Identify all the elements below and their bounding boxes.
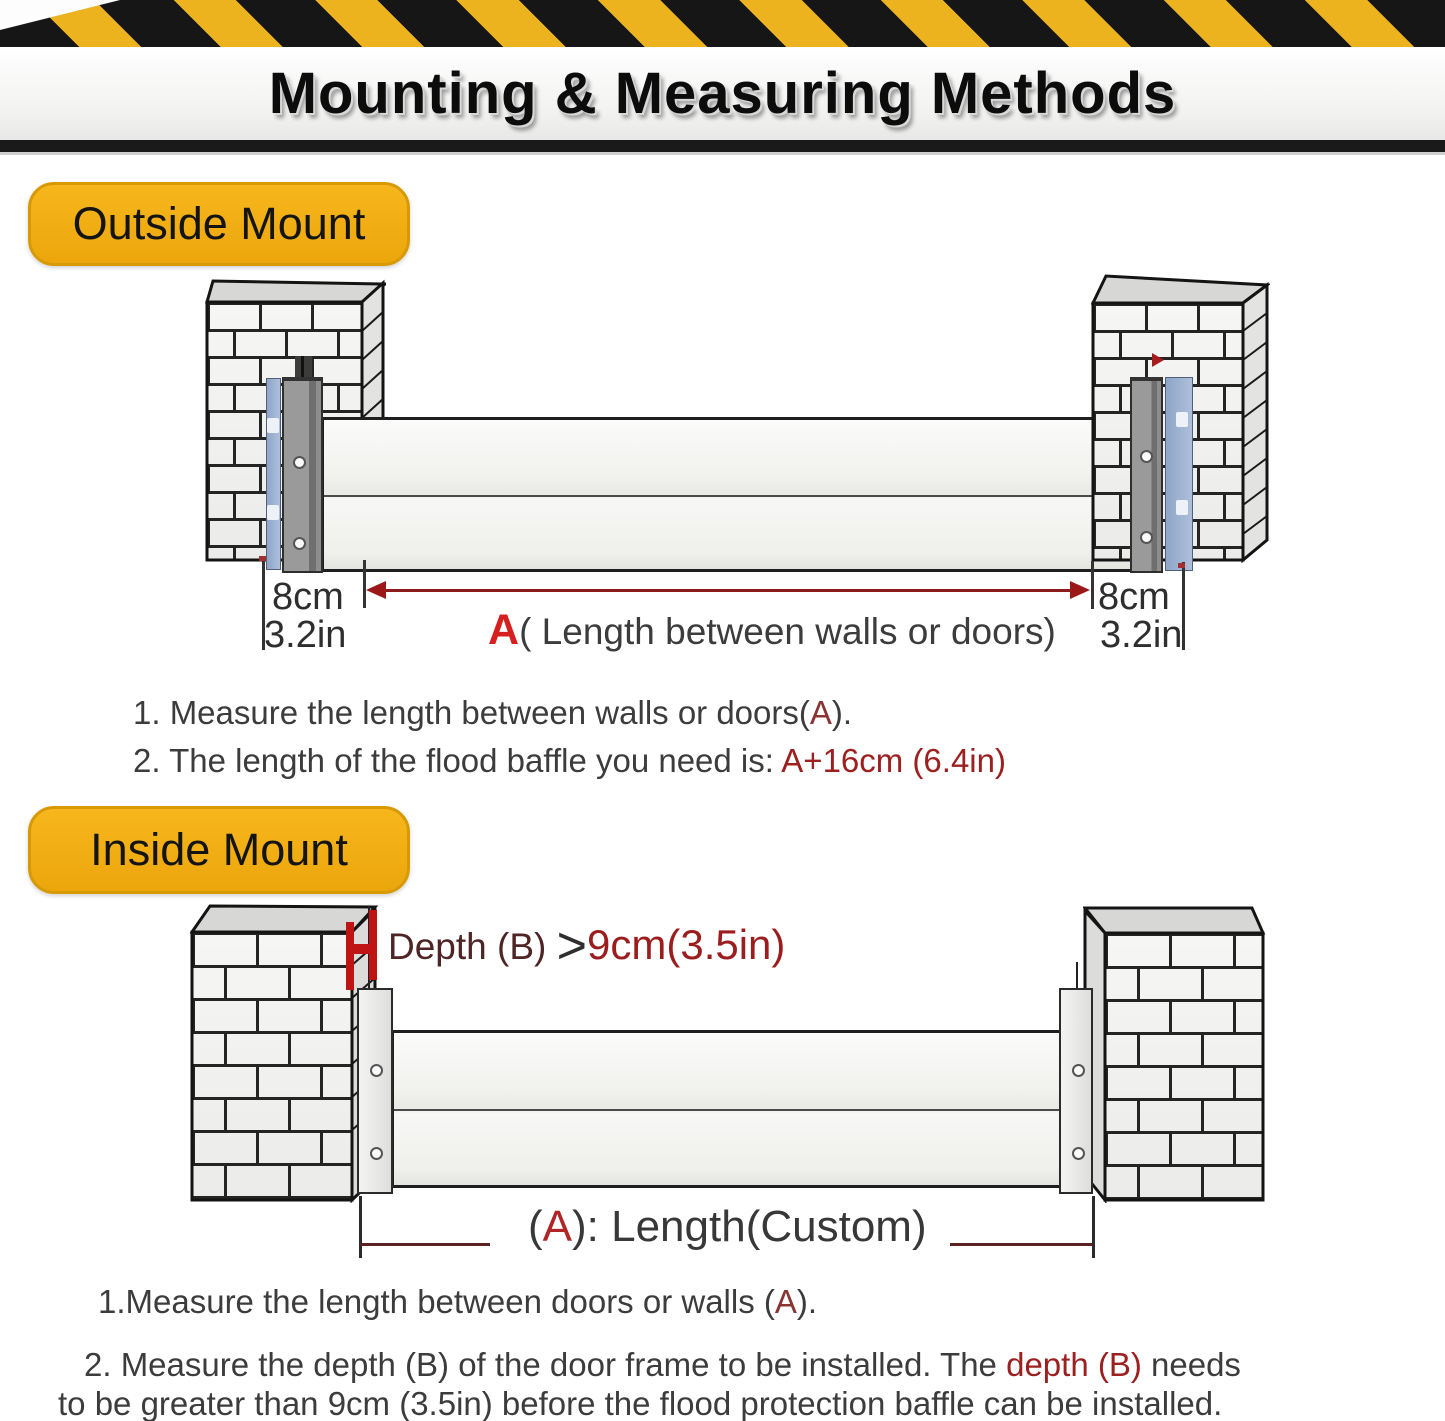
seal-strip-mark <box>267 505 279 520</box>
depth-gauge-red-bar <box>346 922 354 990</box>
right-seal-strip <box>1165 377 1193 571</box>
step-a-red: A <box>774 1283 797 1320</box>
step-text: ). <box>796 1283 818 1320</box>
outside-mount-label-text: Outside Mount <box>72 198 366 249</box>
step-text: ). <box>831 694 853 731</box>
plate-pin-line <box>1076 962 1078 990</box>
pillar-top-face <box>1085 908 1263 933</box>
page-title: Mounting & Measuring Methods <box>268 61 1177 126</box>
hazard-stripe-band <box>0 0 1445 47</box>
greater-than-symbol: > <box>556 917 587 975</box>
dim-left-in: 3.2in <box>264 614 347 656</box>
step-formula-red: A+16cm (6.4in) <box>781 742 1006 779</box>
step-depth-red: depth (B) <box>1006 1346 1142 1383</box>
dim-right-cm: 8cm <box>1098 576 1170 618</box>
depth-gauge-cross-bar <box>346 944 377 954</box>
dim-tick-right <box>1091 561 1094 609</box>
outside-mount-label <box>28 182 410 266</box>
length-label-text: ( Length between walls or doors) <box>519 611 1056 652</box>
inside-mount-label <box>28 806 410 894</box>
dim-seg-left <box>360 1243 490 1246</box>
left-seal-strip <box>266 378 281 570</box>
arrowhead-right-icon <box>1070 581 1090 599</box>
custom-length-text: ): Length(Custom) <box>572 1202 927 1251</box>
screw-icon <box>293 537 306 550</box>
step-text: needs <box>1141 1346 1241 1383</box>
dim-line-left <box>359 1196 362 1258</box>
red-corner-mark <box>1178 563 1185 568</box>
step-text: 1.Measure the length between doors or walls ( <box>98 1283 775 1320</box>
depth-requirement-label <box>388 916 785 976</box>
pillar-top-face <box>207 281 385 302</box>
paren-open: ( <box>528 1202 543 1251</box>
arrowhead-left-icon <box>366 581 386 599</box>
seal-strip-mark <box>1176 500 1188 515</box>
inside-step-2-line-2 <box>58 1385 1222 1421</box>
outside-step-1 <box>133 694 852 732</box>
depth-label-text: Depth (B) <box>388 926 557 967</box>
dim-line-right <box>1092 1196 1095 1258</box>
inside-step-2-line-1 <box>84 1346 1241 1384</box>
inside-right-pillar-outline <box>1083 905 1270 1203</box>
step-text: to be greater than 9cm (3.5in) before the flood protection baffle can be installed. <box>58 1385 1223 1421</box>
pillar-front-outline <box>192 932 352 1200</box>
step-a-red: A <box>809 694 832 731</box>
inside-left-plate <box>357 988 393 1194</box>
length-a-symbol: A <box>542 1202 573 1251</box>
step-text: 2. Measure the depth (B) of the door frame to be installed. The <box>84 1346 1007 1383</box>
flood-baffle-inside <box>391 1030 1064 1188</box>
length-a-symbol: A <box>488 606 520 654</box>
title-band <box>0 47 1445 140</box>
inside-mount-label-text: Inside Mount <box>90 824 348 875</box>
custom-length-label <box>528 1202 927 1252</box>
length-between-walls-label <box>488 606 1056 655</box>
depth-value-red: 9cm(3.5in) <box>587 921 786 968</box>
pillar-top-face <box>1093 276 1267 303</box>
screw-icon <box>1140 531 1153 544</box>
outside-step-2 <box>133 742 1006 780</box>
seal-strip-mark <box>267 418 279 433</box>
small-red-arrow-icon <box>1152 353 1164 367</box>
screw-icon <box>370 1147 383 1160</box>
dim-line-wall-right <box>1182 562 1185 650</box>
seal-strip-mark <box>1176 412 1188 427</box>
screw-icon <box>1072 1147 1085 1160</box>
red-corner-mark <box>259 556 266 561</box>
banner-divider-bar <box>0 140 1445 155</box>
dimension-arrow-line <box>384 589 1072 592</box>
inside-step-1 <box>98 1283 817 1321</box>
inside-right-plate <box>1059 988 1093 1194</box>
screw-icon <box>1072 1064 1085 1077</box>
step-text: 2. The length of the flood baffle you need is: <box>133 742 782 779</box>
step-text: 1. Measure the length between walls or doors( <box>133 694 810 731</box>
pillar-front-outline <box>1105 933 1263 1200</box>
screw-icon <box>1140 450 1153 463</box>
baffle-panel-seam <box>394 1109 1061 1111</box>
screw-icon <box>293 456 306 469</box>
dim-right-in: 3.2in <box>1100 614 1183 656</box>
screw-icon <box>370 1064 383 1077</box>
baffle-panel-seam <box>324 495 1130 497</box>
dim-seg-right <box>950 1243 1092 1246</box>
dim-left-cm: 8cm <box>272 576 344 618</box>
flood-baffle-outside <box>321 417 1133 572</box>
